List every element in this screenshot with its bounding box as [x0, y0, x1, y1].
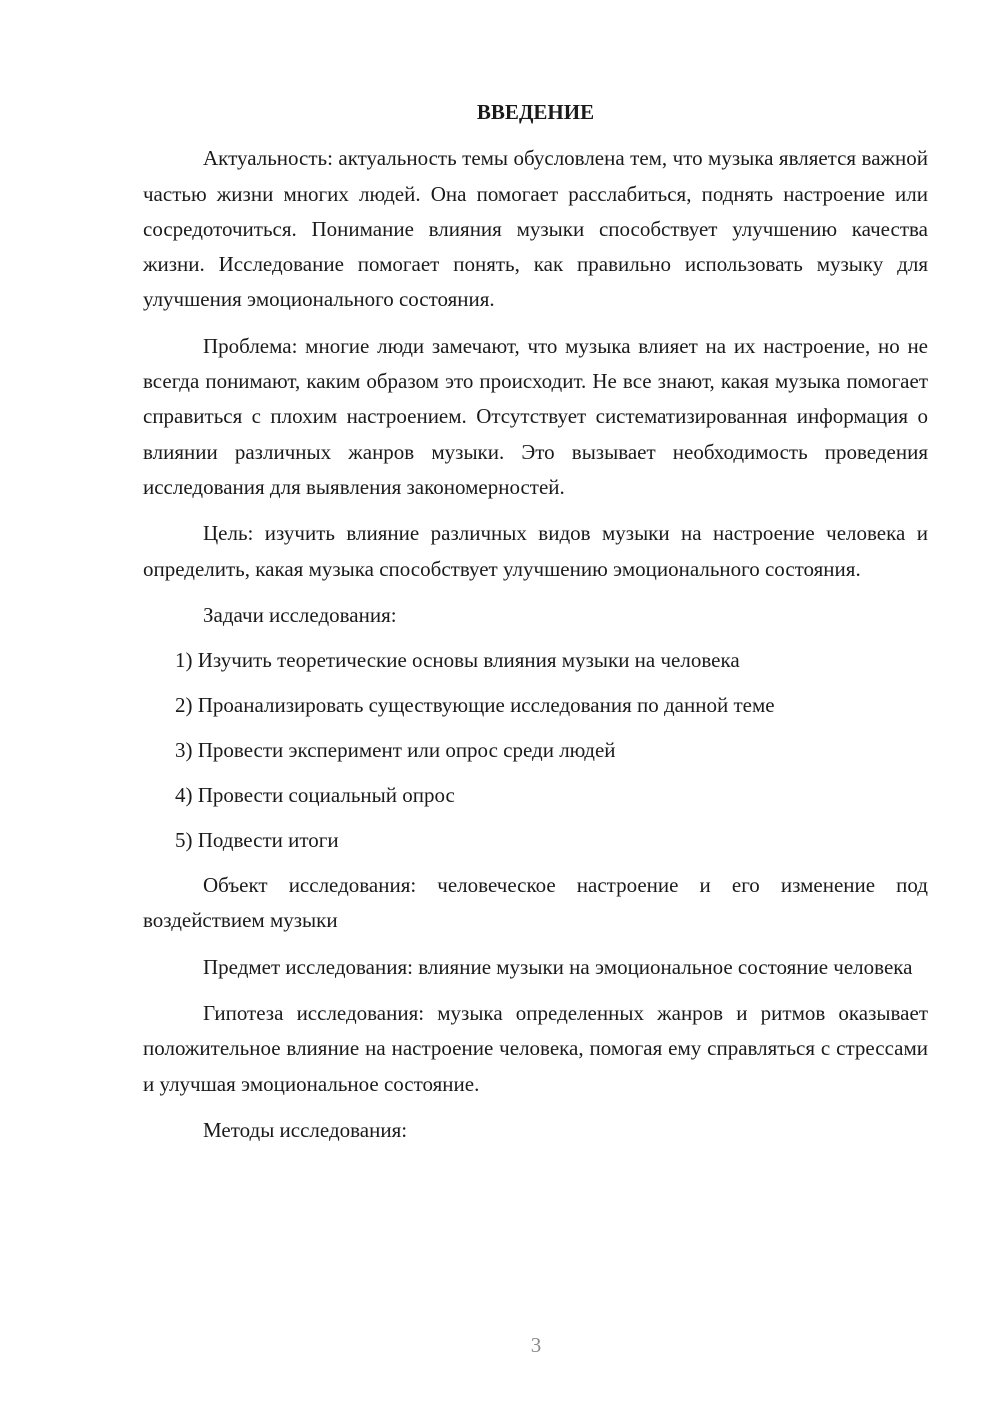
list-item: 2) Проанализировать существующие исследования по данной теме: [175, 693, 775, 718]
document-page: [143, 95, 928, 1158]
relevance-paragraph: Актуальность: актуальность темы обусловлена тем, что музыка является важной частью жизни многих людей. Она помогает расслабиться, поднять настроение или сосредоточиться. Понимание влияния музыки способствует улучшению качества жизни. Исследование помогает понять, как правильно использовать музыку для улучшения эмоционального состояния.: [143, 146, 928, 312]
page-number: 3: [530, 1333, 542, 1357]
tasks-heading: Задачи исследования:: [203, 602, 397, 627]
goal-paragraph: Цель: изучить влияние различных видов музыки на настроение человека и определить, какая музыка способствует улучшению эмоционального состояния.: [143, 521, 928, 581]
problem-paragraph: Проблема: многие люди замечают, что музыка влияет на их настроение, но не всегда понимают, каким образом это происходит. Не все знают, какая музыка помогает справиться с плохим настроением. Отсутствует систематизированная информация о влиянии различных жанров музыки. Это вызывает необходимость проведения исследования для выявления закономерностей.: [143, 333, 928, 499]
tasks-list: [143, 643, 928, 858]
object-paragraph: Объект исследования: человеческое настроение и его изменение под воздействием музыки: [143, 873, 928, 933]
section-title: ВВЕДЕНИЕ: [476, 100, 595, 124]
list-item: 5) Подвести итоги: [175, 828, 339, 853]
hypothesis-paragraph: Гипотеза исследования: музыка определенных жанров и ритмов оказывает положительное влияние на настроение человека, помогая ему справляться с стрессами и улучшая эмоциональное состояние.: [143, 1000, 928, 1096]
list-item: 4) Провести социальный опрос: [175, 783, 455, 808]
subject-paragraph: Предмет исследования: влияние музыки на эмоциональное состояние человека: [203, 954, 913, 979]
methods-heading: Методы исследования:: [203, 1117, 408, 1142]
list-item: 1) Изучить теоретические основы влияния музыки на человека: [175, 648, 740, 673]
list-item: 3) Провести эксперимент или опрос среди людей: [175, 738, 616, 763]
